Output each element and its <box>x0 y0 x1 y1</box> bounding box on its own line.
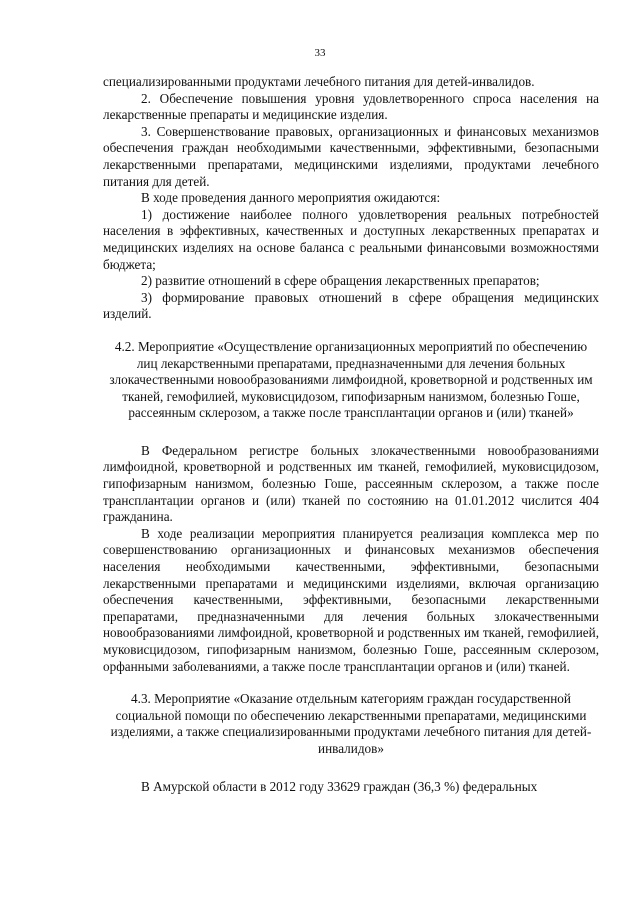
section-heading: 4.3. Мероприятие «Оказание отдельным категориям граждан государственной социальной помощи по обеспечению лекарственными препаратами, медицинскими изделиями, а также специализированными продуктами лечебного питания для детей-инвалидов» <box>110 691 592 756</box>
paragraph: В ходе реализации мероприятия планируется реализация комплекса мер по совершенствованию организационных и финансовых механизмов обеспечения населения необходимыми качественными, эффективными, безопасными лекарственными препаратами и медицинскими изделиями, включая организацию обеспечения качественными, эффективными, безопасными лекарственными препаратами, предназначенными для лечения больных злокачественными новообразованиями лимфоидной, кроветворной и родственных им тканей, гемофилией, муковисцидозом, гипофизарным нанизмом, болезнью Гоше, рассеянным склерозом, орфанными заболеваниями, а также после трансплантации органов и (или) тканей. <box>103 525 599 674</box>
document-body <box>103 74 599 795</box>
paragraph: В ходе проведения данного мероприятия ожидаются: <box>141 190 441 206</box>
paragraph: 1) достижение наиболее полного удовлетворения реальных потребностей населения в эффективных, качественных и доступных лекарственных препаратах и медицинских изделиях на основе баланса с реальными финансовыми возможностями бюджета; <box>103 206 599 272</box>
paragraph: 2) развитие отношений в сфере обращения лекарственных препаратов; <box>141 273 540 289</box>
paragraph: 3. Совершенствование правовых, организационных и финансовых механизмов обеспечения граждан необходимыми качественными, эффективными, безопасными лекарственными препаратами, медицинскими изделиями, продуктами лечебного питания для детей. <box>103 123 599 189</box>
paragraph: 3) формирование правовых отношений в сфере обращения медицинских изделий. <box>103 289 599 322</box>
paragraph: В Федеральном регистре больных злокачественными новообразованиями лимфоидной, кроветворной и родственных им тканей, гемофилией, муковисцидозом, гипофизарным нанизмом, болезнью Гоше, рассеянным склерозом, а также после трансплантации органов и (или) тканей по состоянию на 01.01.2012 числится 404 гражданина. <box>103 442 599 525</box>
paragraph: 2. Обеспечение повышения уровня удовлетворенного спроса населения на лекарственные препараты и медицинские изделия. <box>103 90 599 123</box>
page-number: 33 <box>314 47 326 59</box>
paragraph: специализированными продуктами лечебного питания для детей-инвалидов. <box>103 74 535 89</box>
section-heading: 4.2. Мероприятие «Осуществление организационных мероприятий по обеспечению лиц лекарственными препаратами, предназначенными для лечения больных злокачественными новообразованиями лимфоидной, кроветворной и родственных им тканей, гемофилией, муковисцидозом, гипофизарным нанизмом, болезнью Гоше, рассеянным склерозом, а также после трансплантации органов и (или) тканей» <box>109 338 593 421</box>
paragraph: В Амурской области в 2012 году 33629 граждан (36,3 %) федеральных <box>141 778 538 794</box>
